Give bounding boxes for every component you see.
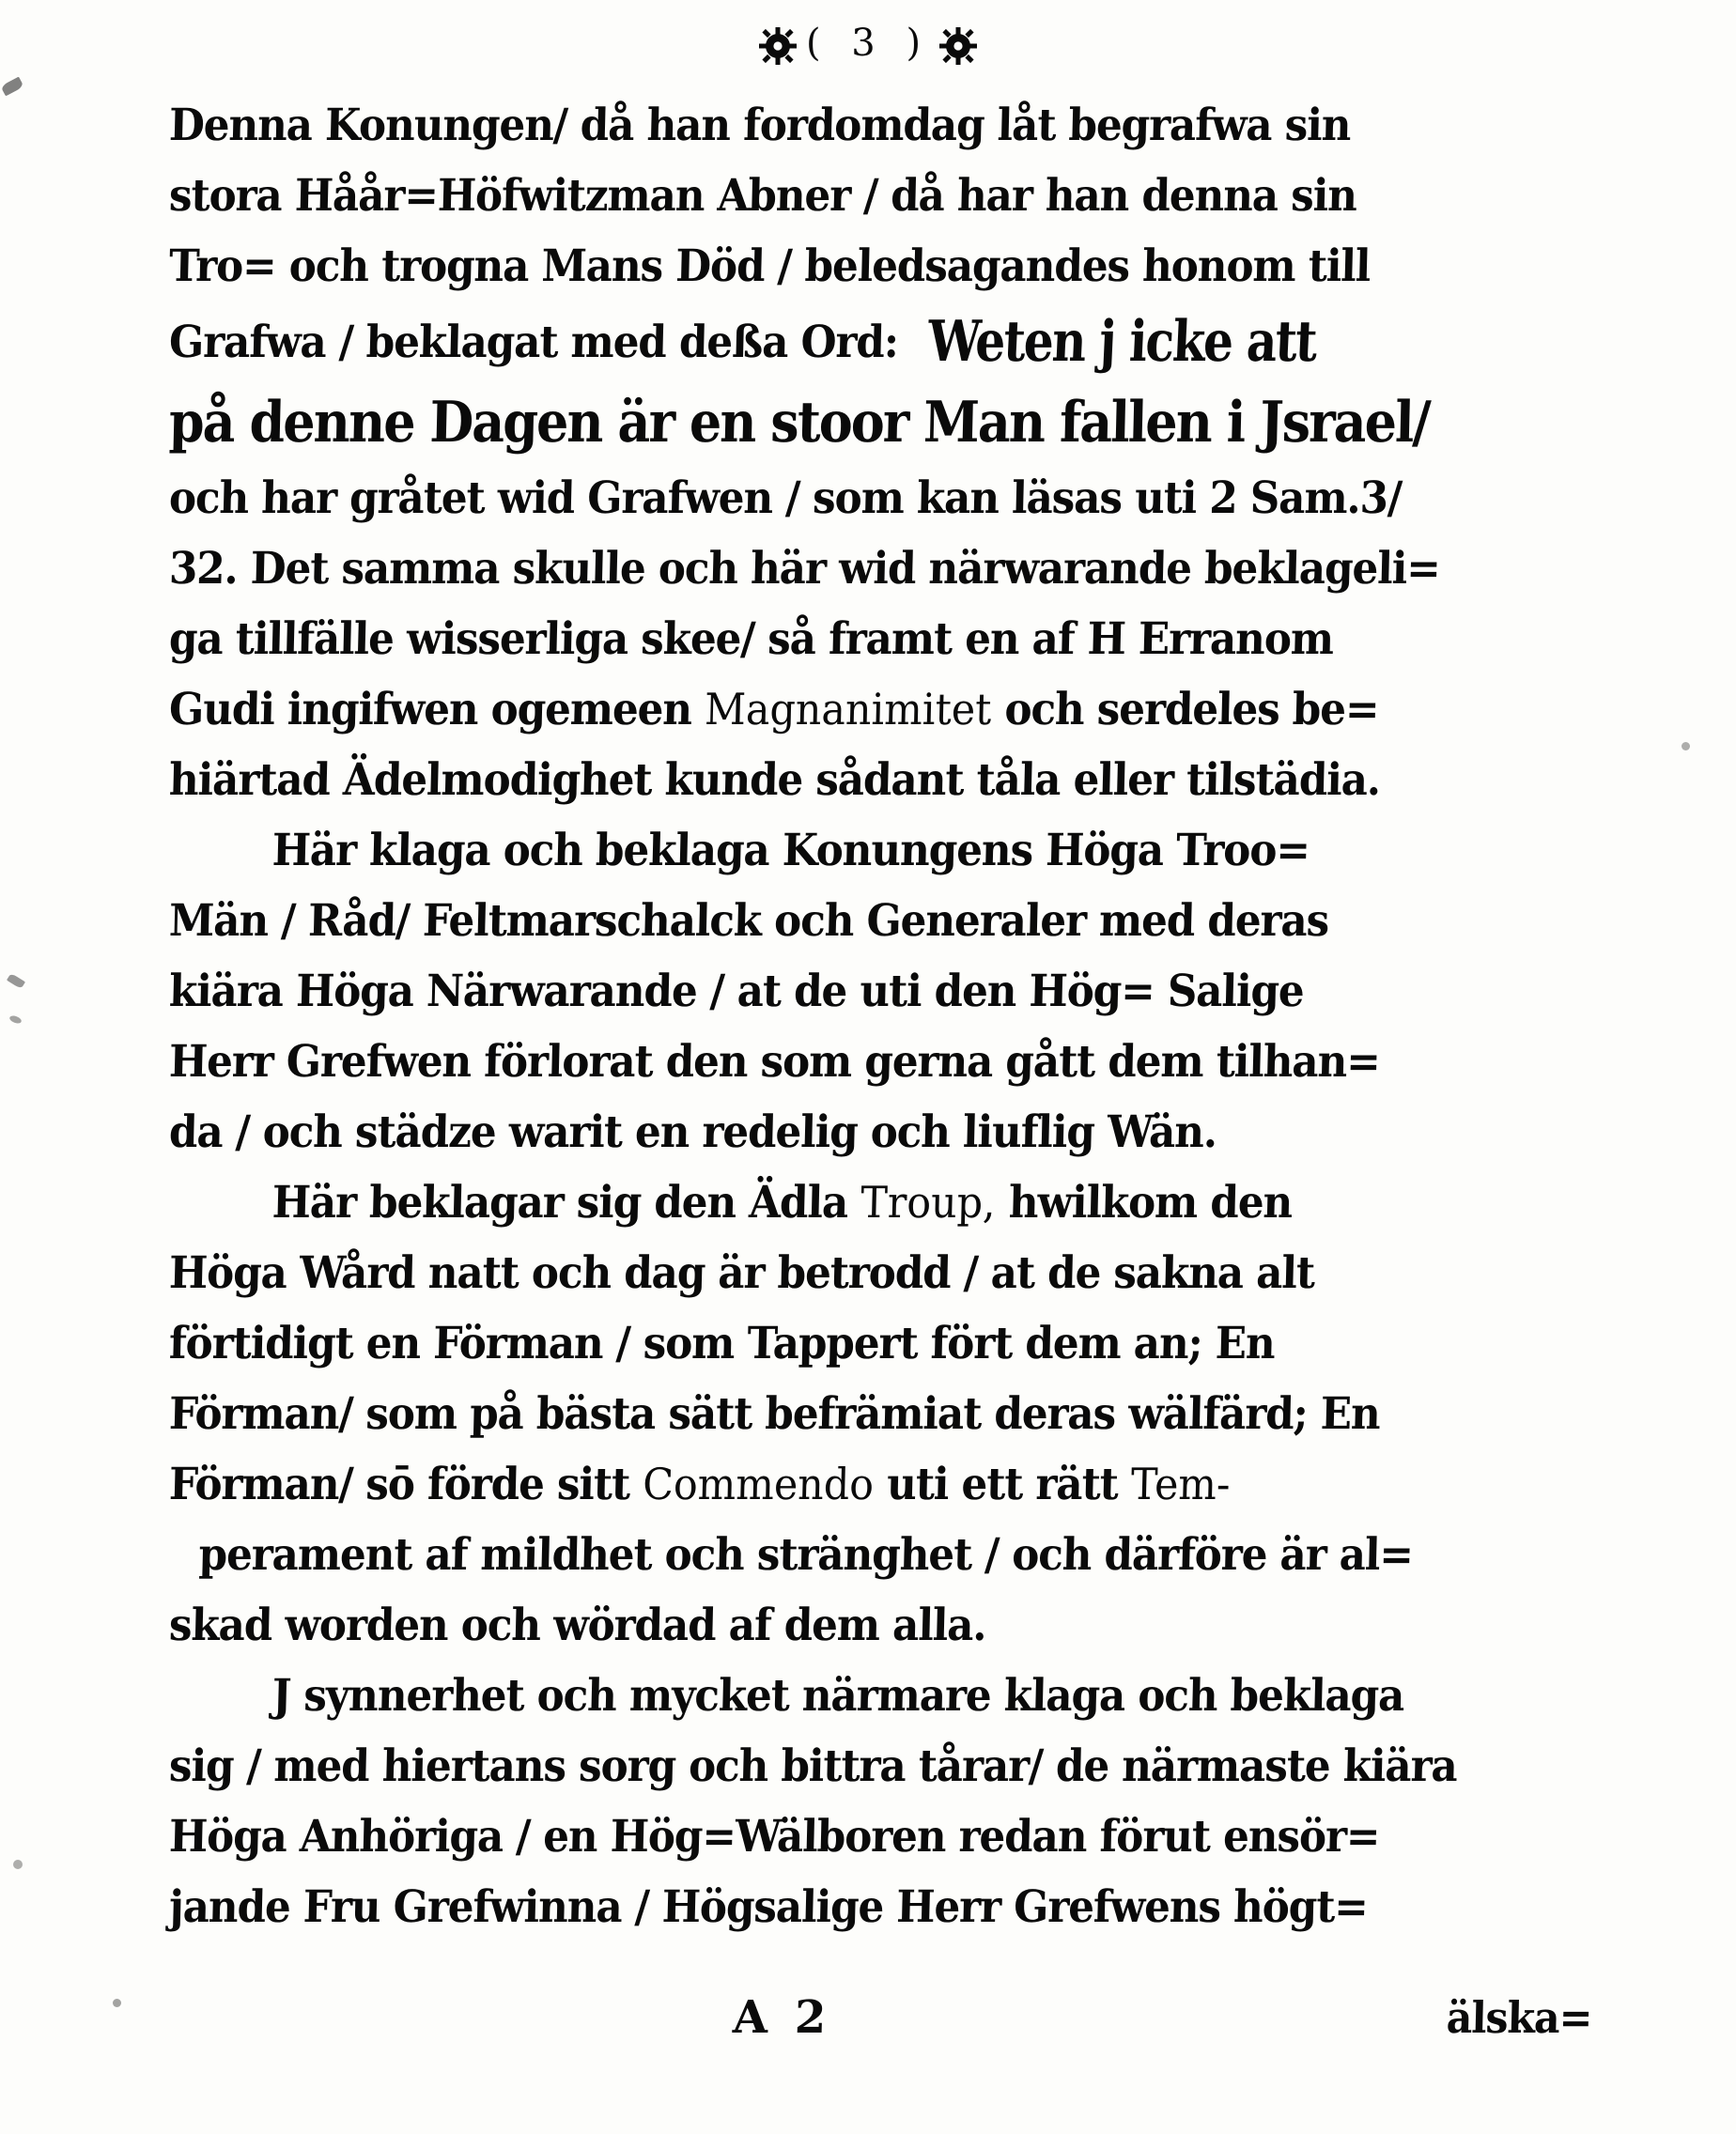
body-text xyxy=(169,90,1597,1942)
text-line: da / och städze warit en redelig och liuflig Wän. xyxy=(168,1106,1217,1158)
signature-mark: A 2 xyxy=(732,1991,833,2044)
text-line: Höga Wård natt och dag är betrodd / at de sakna alt xyxy=(168,1247,1315,1299)
line-text: Förman/ sō förde sitt xyxy=(168,1459,630,1510)
text-line: Förman/ som på bästa sätt befrämiat deras wälfärd; En xyxy=(168,1388,1381,1440)
text-line: Herr Grefwen förlorat den som gerna gått dem tilhan= xyxy=(168,1036,1381,1088)
text-line: skad worden och wördad af dem alla. xyxy=(168,1600,987,1651)
text-line: J synnerhet och mycket närmare klaga och beklaga xyxy=(271,1670,1404,1722)
scan-artifact xyxy=(0,77,23,97)
scripture-emphasis: Weten j icke att xyxy=(926,309,1318,375)
text-line: Höga Anhöriga / en Hög=Wälboren redan förut ensör= xyxy=(168,1811,1381,1863)
text-line: kiära Höga Närwarande / at de uti den Hög= Salige xyxy=(168,966,1305,1017)
paragraph xyxy=(169,90,1597,815)
scan-artifact xyxy=(7,973,25,989)
text-line-scripture: på denne Dagen är en stoor Man fallen i Jsrael/ xyxy=(168,390,1431,456)
rosette-ornament-right xyxy=(939,27,977,65)
text-line: Män / Råd/ Feltmarschalck och Generaler med deras xyxy=(168,895,1329,947)
text-line: förtidigt en Förman / som Tappert fört dem an; En xyxy=(168,1318,1276,1369)
scan-artifact xyxy=(8,1014,23,1025)
text-line: och har gråtet wid Grafwen / som kan läsas uti 2 Sam.3/ xyxy=(168,472,1403,524)
text-line-with-emphasis xyxy=(168,302,1498,382)
catchword: älska= xyxy=(1445,1992,1592,2043)
text-line-with-roman xyxy=(168,1168,1497,1238)
roman-word-2: Tem- xyxy=(1130,1459,1232,1509)
paragraph xyxy=(169,815,1597,1168)
text-line: hiärtad Ädelmodighet kunde sådant tåla eller tilstädia. xyxy=(168,754,1381,806)
line-text: Här beklagar sig den Ädla xyxy=(271,1177,848,1229)
text-line: 32. Det samma skulle och här wid närwarande beklageli= xyxy=(168,543,1441,595)
line-text-after: hwilkom den xyxy=(995,1177,1293,1229)
text-line: perament af mildhet och stränghet / och därföre är al= xyxy=(197,1529,1414,1581)
paragraph xyxy=(169,1168,1597,1661)
text-line: stora Håår=Höfwitzman Abner / då har han denna sin xyxy=(168,170,1357,222)
line-text-after: och serdeles be= xyxy=(990,684,1380,735)
text-line-with-roman xyxy=(168,674,1497,745)
page-footer xyxy=(169,1991,1597,2044)
page-number: ( 3 ) xyxy=(805,22,931,65)
text-line: Här klaga och beklaga Konungens Höga Troo= xyxy=(271,825,1310,876)
line-text: Gudi ingifwen ogemeen xyxy=(168,684,692,735)
page-header xyxy=(0,24,1736,68)
line-text-mid: uti ett rätt xyxy=(873,1459,1132,1510)
roman-word: Commendo xyxy=(642,1459,875,1509)
text-line: jande Fru Grefwinna / Högsalige Herr Grefwens högt= xyxy=(168,1881,1369,1933)
line-text: Grafwa / beklagat med deßa Ord: xyxy=(168,317,899,368)
rosette-ornament-left xyxy=(759,27,797,65)
roman-word: Magnanimitet xyxy=(704,684,993,735)
scan-artifact xyxy=(113,1999,121,2007)
roman-word: Troup, xyxy=(860,1177,997,1228)
scan-artifact xyxy=(1682,742,1690,750)
scan-artifact xyxy=(13,1860,23,1869)
text-line-with-roman xyxy=(168,1449,1497,1520)
paragraph xyxy=(169,1661,1597,1942)
text-line: ga tillfälle wisserliga skee/ så framt en af H Erranom xyxy=(168,613,1334,665)
text-line: Denna Konungen/ då han fordomdag låt begrafwa sin xyxy=(168,100,1352,151)
text-line: sig / med hiertans sorg och bittra tårar/ de närmaste kiära xyxy=(168,1740,1458,1792)
text-line: Tro= och trogna Mans Död / beledsagandes honom till xyxy=(168,240,1371,292)
